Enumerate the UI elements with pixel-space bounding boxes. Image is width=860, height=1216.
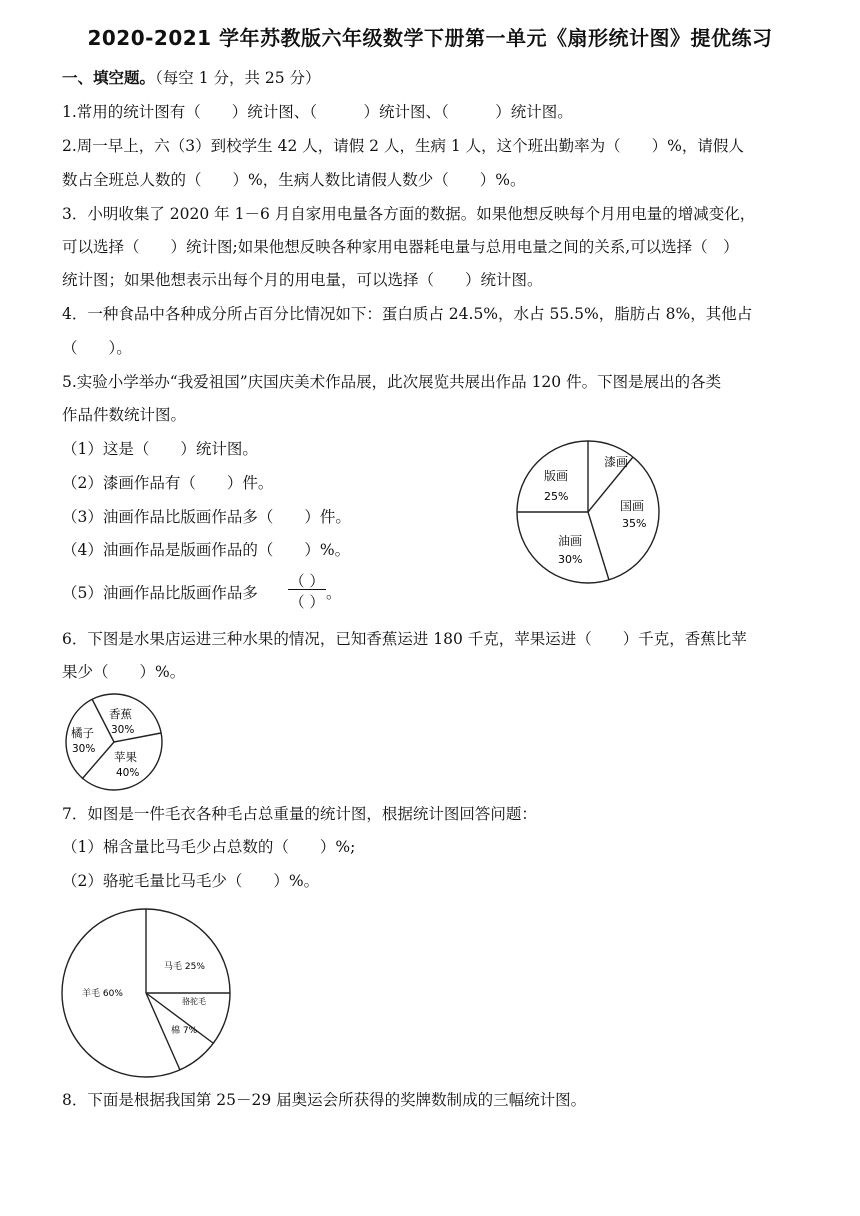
slice-label-banana: 香蕉 bbox=[109, 707, 132, 721]
question-1: 1.常用的统计图有（ ）统计图、（ ）统计图、（ ）统计图。 bbox=[62, 103, 573, 121]
question-3-line-1: 3．小明收集了 2020 年 1－6 月自家用电量各方面的数据。如果他想反映每个月用电量的增减变化， bbox=[62, 205, 756, 223]
slice-value-oil-painting: 30% bbox=[558, 553, 583, 566]
slice-value-chinese-painting: 35% bbox=[622, 517, 647, 530]
question-5-sub-2: （2）漆画作品有（ ）件。 bbox=[62, 474, 274, 492]
question-7-line-1: 7．如图是一件毛衣各种毛占总重量的统计图，根据统计图回答问题： bbox=[62, 805, 537, 823]
section-heading-row bbox=[62, 68, 321, 88]
slice-value-orange: 30% bbox=[72, 743, 96, 755]
question-3-line-2: 可以选择（ ）统计图;如果他想反映各种家用电器耗电量与总用电量之间的关系,可以选择（ ） bbox=[62, 238, 739, 256]
page-title: 2020-2021 学年苏教版六年级数学下册第一单元《扇形统计图》提优练习 bbox=[87, 26, 773, 50]
question-4-line-2: （ ）。 bbox=[62, 339, 132, 357]
section-note: （每空 1 分，共 25 分） bbox=[155, 69, 321, 87]
sweater-wool-pie-chart bbox=[60, 900, 240, 1080]
question-5-sub-4: （4）油画作品是版画作品的（ ）%。 bbox=[62, 541, 351, 559]
slice-label-cotton: 棉 7% bbox=[171, 1026, 198, 1036]
slice-label-camel-hair: 骆驼毛 bbox=[182, 997, 206, 1006]
question-2-line-1: 2.周一早上，六（3）到校学生 42 人，请假 2 人，生病 1 人，这个班出勤率为（ ）%，请假人 bbox=[62, 137, 744, 155]
slice-label-chinese-painting: 国画 bbox=[620, 499, 645, 513]
slice-label-orange: 橘子 bbox=[71, 726, 94, 740]
slice-label-lacquer: 漆画 bbox=[604, 455, 629, 469]
question-4-line-1: 4．一种食品中各种成分所占百分比情况如下：蛋白质占 24.5%，水占 55.5%，脂肪占 8%，其他占 bbox=[62, 305, 753, 323]
question-8: 8．下面是根据我国第 25－29 届奥运会所获得的奖牌数制成的三幅统计图。 bbox=[62, 1091, 587, 1109]
section-heading: 一、填空题。 bbox=[62, 69, 156, 87]
slice-label-oil-painting: 油画 bbox=[558, 534, 583, 548]
question-2-line-2: 数占全班总人数的（ ）%，生病人数比请假人数少（ ）%。 bbox=[62, 171, 526, 189]
question-6-line-2: 果少（ ）%。 bbox=[62, 663, 186, 681]
slice-value-banana: 30% bbox=[111, 724, 135, 736]
question-5-sub-3: （3）油画作品比版画作品多（ ）件。 bbox=[62, 508, 351, 526]
slice-label-print: 版画 bbox=[544, 469, 569, 483]
question-5-sub-1: （1）这是（ ）统计图。 bbox=[62, 440, 258, 458]
fraction-denominator: （ ） bbox=[289, 593, 325, 611]
question-7-sub-2: （2）骆驼毛量比马毛少（ ）%。 bbox=[62, 872, 320, 890]
slice-value-print: 25% bbox=[544, 490, 569, 503]
question-5-line-1: 5.实验小学举办“我爱祖国”庆国庆美术作品展，此次展览共展出作品 120 件。下图是展出的各类 bbox=[62, 373, 722, 391]
slice-value-apple: 40% bbox=[116, 767, 140, 779]
question-3-line-3: 统计图；如果他想表示出每个月的用电量，可以选择（ ）统计图。 bbox=[62, 271, 543, 289]
question-5-line-2: 作品件数统计图。 bbox=[62, 406, 187, 424]
slice-label-horse-hair: 马毛 25% bbox=[164, 962, 205, 972]
answer-fraction bbox=[288, 570, 326, 609]
slice-label-wool: 羊毛 60% bbox=[82, 989, 123, 999]
question-5-sub-5: （5）油画作品比版画作品多 bbox=[62, 584, 258, 602]
slice-label-apple: 苹果 bbox=[114, 750, 137, 764]
question-5-sub-5-tail: 。 bbox=[326, 584, 342, 602]
question-6-line-1: 6．下图是水果店运进三种水果的情况，已知香蕉运进 180 千克，苹果运进（ ）千克，香蕉比苹 bbox=[62, 630, 747, 648]
art-works-pie-chart bbox=[512, 404, 668, 590]
question-7-sub-1: （1）棉含量比马毛少占总数的（ ）%; bbox=[62, 838, 356, 856]
fruit-pie-chart bbox=[60, 690, 172, 794]
fraction-numerator: （ ） bbox=[289, 572, 325, 590]
slice-divider bbox=[588, 512, 609, 580]
